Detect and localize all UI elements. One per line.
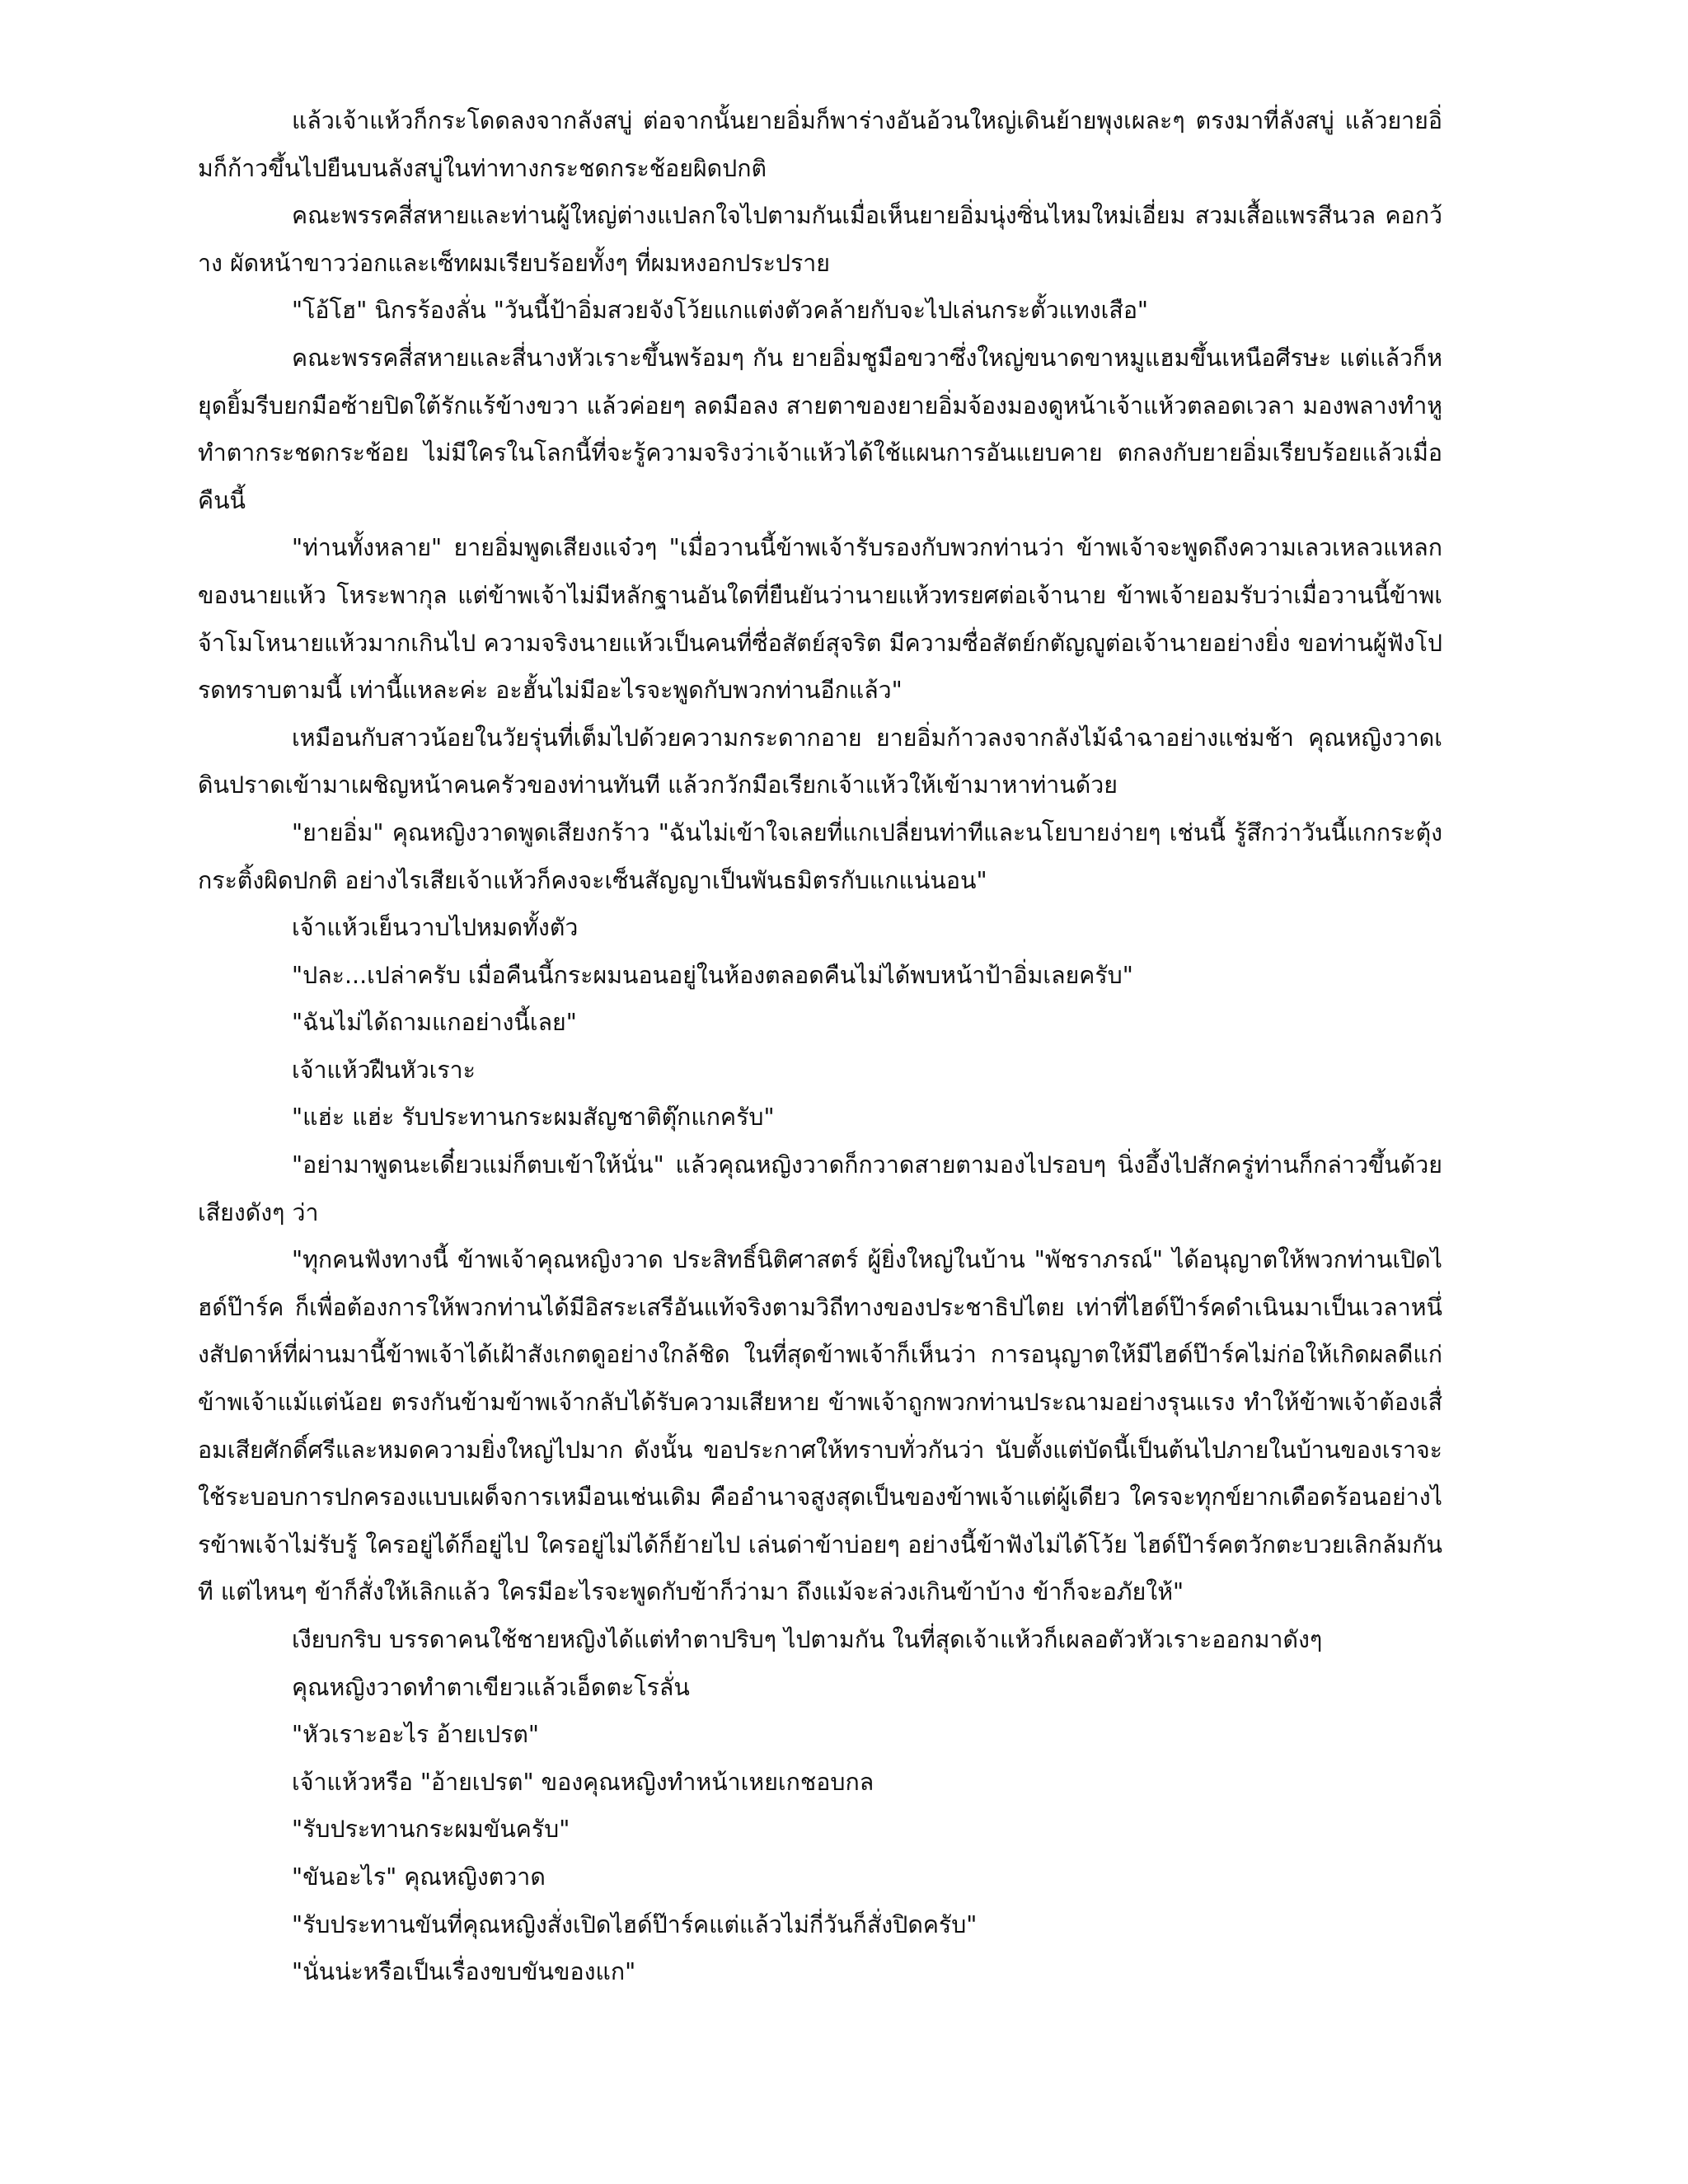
paragraph: "ท่านทั้งหลาย" ยายอิ่มพูดเสียงแจ๋วๆ "เมื่อวานนี้ข้าพเจ้ารับรองกับพวกท่านว่า ข้าพเจ้าจะพูดถึงความเลวเหลวแหลกของนายแห้ว โหระพากุล แต่ข้าพเจ้าไม่มีหลักฐานอันใดที่ยืนยันว่านายแห้วทรยศต่อเจ้านาย ข้าพเจ้ายอมรับว่าเมื่อวานนี้ข้าพเจ้าโมโหนายแห้วมากเกินไป ความจริงนายแห้วเป็นคนที่ซื่อสัตย์สุจริต มีความซื่อสัตย์กตัญญูต่อเจ้านายอย่างยิ่ง ขอท่านผู้ฟังโปรดทราบตามนี้ เท่านี้แหละค่ะ อะฮั้นไม่มีอะไรจะพูดกับพวกท่านอีกแล้ว": [198, 534, 1442, 705]
paragraph: คณะพรรคสี่สหายและท่านผู้ใหญ่ต่างแปลกใจไปตามกันเมื่อเห็นยายอิ่มนุ่งซิ่นไหมใหม่เอี่ยม สวมเสื้อแพรสีนวล คอกว้าง ผัดหน้าขาวว่อกและเซ็ทผมเรียบร้อยทั้งๆ ที่ผมหงอกประปราย: [198, 202, 1442, 277]
paragraph: "ฉันไม่ได้ถามแกอย่างนี้เลย": [292, 1009, 577, 1037]
paragraph: "หัวเราะอะไร อ้ายเปรต": [292, 1721, 539, 1749]
paragraph: "รับประทานกระผมขันครับ": [292, 1816, 570, 1844]
paragraph: "ขันอะไร" คุณหญิงตวาด: [292, 1863, 546, 1891]
paragraph: คุณหญิงวาดทำตาเขียวแล้วเอ็ดตะโรลั่น: [292, 1673, 690, 1701]
paragraph: "โอ้โฮ" นิกรร้องลั่น "วันนี้ป้าอิ่มสวยจังโว้ยแกแต่งตัวคล้ายกับจะไปเล่นกระตั้วแทงเสือ": [292, 297, 1149, 325]
paragraph: "แฮ่ะ แฮ่ะ รับประทานกระผมสัญชาติตุ๊กแกครับ": [292, 1104, 775, 1132]
paragraph: "อย่ามาพูดนะเดี๋ยวแม่ก็ตบเข้าให้นั่น" แล้วคุณหญิงวาดก็กวาดสายตามองไปรอบๆ นิ่งอึ้งไปสักครู่ท่านก็กล่าวขึ้นด้วยเสียงดังๆ ว่า: [198, 1151, 1442, 1226]
paragraph: "นั่นน่ะหรือเป็นเรื่องขบขันของแก": [292, 1958, 636, 1986]
paragraph: เจ้าแห้วฝืนหัวเราะ: [292, 1056, 476, 1084]
paragraph: แล้วเจ้าแห้วก็กระโดดลงจากลังสบู่ ต่อจากนั้นยายอิ่มก็พาร่างอันอ้วนใหญ่เดินย้ายพุงเผละๆ ตรงมาที่ลังสบู่ แล้วยายอิ่มก็ก้าวขึ้นไปยืนบนลังสบู่ในท่าทางกระชดกระช้อยผิดปกติ: [198, 107, 1442, 182]
paragraph: "ปละ...เปล่าครับ เมื่อคืนนี้กระผมนอนอยู่ในห้องตลอดคืนไม่ได้พบหน้าป้าอิ่มเลยครับ": [292, 961, 1133, 989]
paragraph: "รับประทานขันที่คุณหญิงสั่งเปิดไฮด์ป๊าร์คแต่แล้วไม่กี่วันก็สั่งปิดครับ": [292, 1910, 978, 1938]
paragraph: "ยายอิ่ม" คุณหญิงวาดพูดเสียงกร้าว "ฉันไม่เข้าใจเลยที่แกเปลี่ยนท่าทีและนโยบายง่ายๆ เช่นนี้ รู้สึกว่าวันนี้แกกระตุ้งกระติ้งผิดปกติ อย่างไรเสียเจ้าแห้วก็คงจะเซ็นสัญญาเป็นพันธมิตรกับแกแน่นอน": [198, 818, 1442, 894]
paragraph: "ทุกคนฟังทางนี้ ข้าพเจ้าคุณหญิงวาด ประสิทธิ์นิติศาสตร์ ผู้ยิ่งใหญ่ในบ้าน "พัชราภรณ์" ได้อนุญาตให้พวกท่านเปิดไฮด์ป๊าร์ค ก็เพื่อต้องการให้พวกท่านได้มีอิสระเสรีอันแท้จริงตามวิถีทางของประชาธิปไตย เท่าที่ไฮด์ป๊าร์คดำเนินมาเป็นเวลาหนึ่งสัปดาห์ที่ผ่านมานี้ข้าพเจ้าได้เฝ้าสังเกตดูอย่างใกล้ชิด ในที่สุดข้าพเจ้าก็เห็นว่า การอนุญาตให้มีไฮด์ป๊าร์คไม่ก่อให้เกิดผลดีแก่ข้าพเจ้าแม้แต่น้อย ตรงกันข้ามข้าพเจ้ากลับได้รับความเสียหาย ข้าพเจ้าถูกพวกท่านประณามอย่างรุนแรง ทำให้ข้าพเจ้าต้องเสื่อมเสียศักดิ์ศรีและหมดความยิ่งใหญ่ไปมาก ดังนั้น ขอประกาศให้ทราบทั่วกันว่า นับตั้งแต่บัดนี้เป็นต้นไปภายในบ้านของเราจะใช้ระบอบการปกครองแบบเผด็จการเหมือนเช่นเดิม คืออำนาจสูงสุดเป็นของข้าพเจ้าแต่ผู้เดียว ใครจะทุกข์ยากเดือดร้อนอย่างไรข้าพเจ้าไม่รับรู้ ใครอยู่ได้ก็อยู่ไป ใครอยู่ไม่ได้ก็ย้ายไป เล่นด่าข้าบ่อยๆ อย่างนี้ข้าฟังไม่ได้โว้ย ไฮด์ป๊าร์คตวักตะบวยเลิกล้มกันที แต่ไหนๆ ข้าก็สั่งให้เลิกแล้ว ใครมีอะไรจะพูดกับข้าก็ว่ามา ถึงแม้จะล่วงเกินข้าบ้าง ข้าก็จะอภัยให้": [198, 1246, 1442, 1606]
paragraph: เงียบกริบ บรรดาคนใช้ชายหญิงได้แต่ทำตาปริบๆ ไปตามกัน ในที่สุดเจ้าแห้วก็เผลอตัวหัวเราะออกมาดังๆ: [292, 1626, 1323, 1653]
document-body: [198, 97, 1442, 1996]
paragraph: เจ้าแห้วเย็นวาบไปหมดทั้งตัว: [292, 914, 579, 942]
paragraph: คณะพรรคสี่สหายและสี่นางหัวเราะขึ้นพร้อมๆ กัน ยายอิ่มชูมือขวาซึ่งใหญ่ขนาดขาหมูแฮมขึ้นเหนือศีรษะ แต่แล้วก็หยุดยิ้มรีบยกมือซ้ายปิดใต้รักแร้ข้างขวา แล้วค่อยๆ ลดมือลง สายตาของยายอิ่มจ้องมองดูหน้าเจ้าแห้วตลอดเวลา มองพลางทำหูทำตากระชดกระช้อย ไม่มีใครในโลกนี้ที่จะรู้ความจริงว่าเจ้าแห้วได้ใช้แผนการอันแยบคาย ตกลงกับยายอิ่มเรียบร้อยแล้วเมื่อคืนนี้: [198, 344, 1442, 514]
paragraph: เจ้าแห้วหรือ "อ้ายเปรต" ของคุณหญิงทำหน้าเหยเกชอบกล: [292, 1768, 874, 1796]
paragraph: เหมือนกับสาวน้อยในวัยรุ่นที่เต็มไปด้วยความกระดากอาย ยายอิ่มก้าวลงจากลังไม้ฉำฉาอย่างแช่มช้า คุณหญิงวาดเดินปราดเข้ามาเผชิญหน้าคนครัวของท่านทันที แล้วกวักมือเรียกเจ้าแห้วให้เข้ามาหาท่านด้วย: [198, 724, 1442, 799]
